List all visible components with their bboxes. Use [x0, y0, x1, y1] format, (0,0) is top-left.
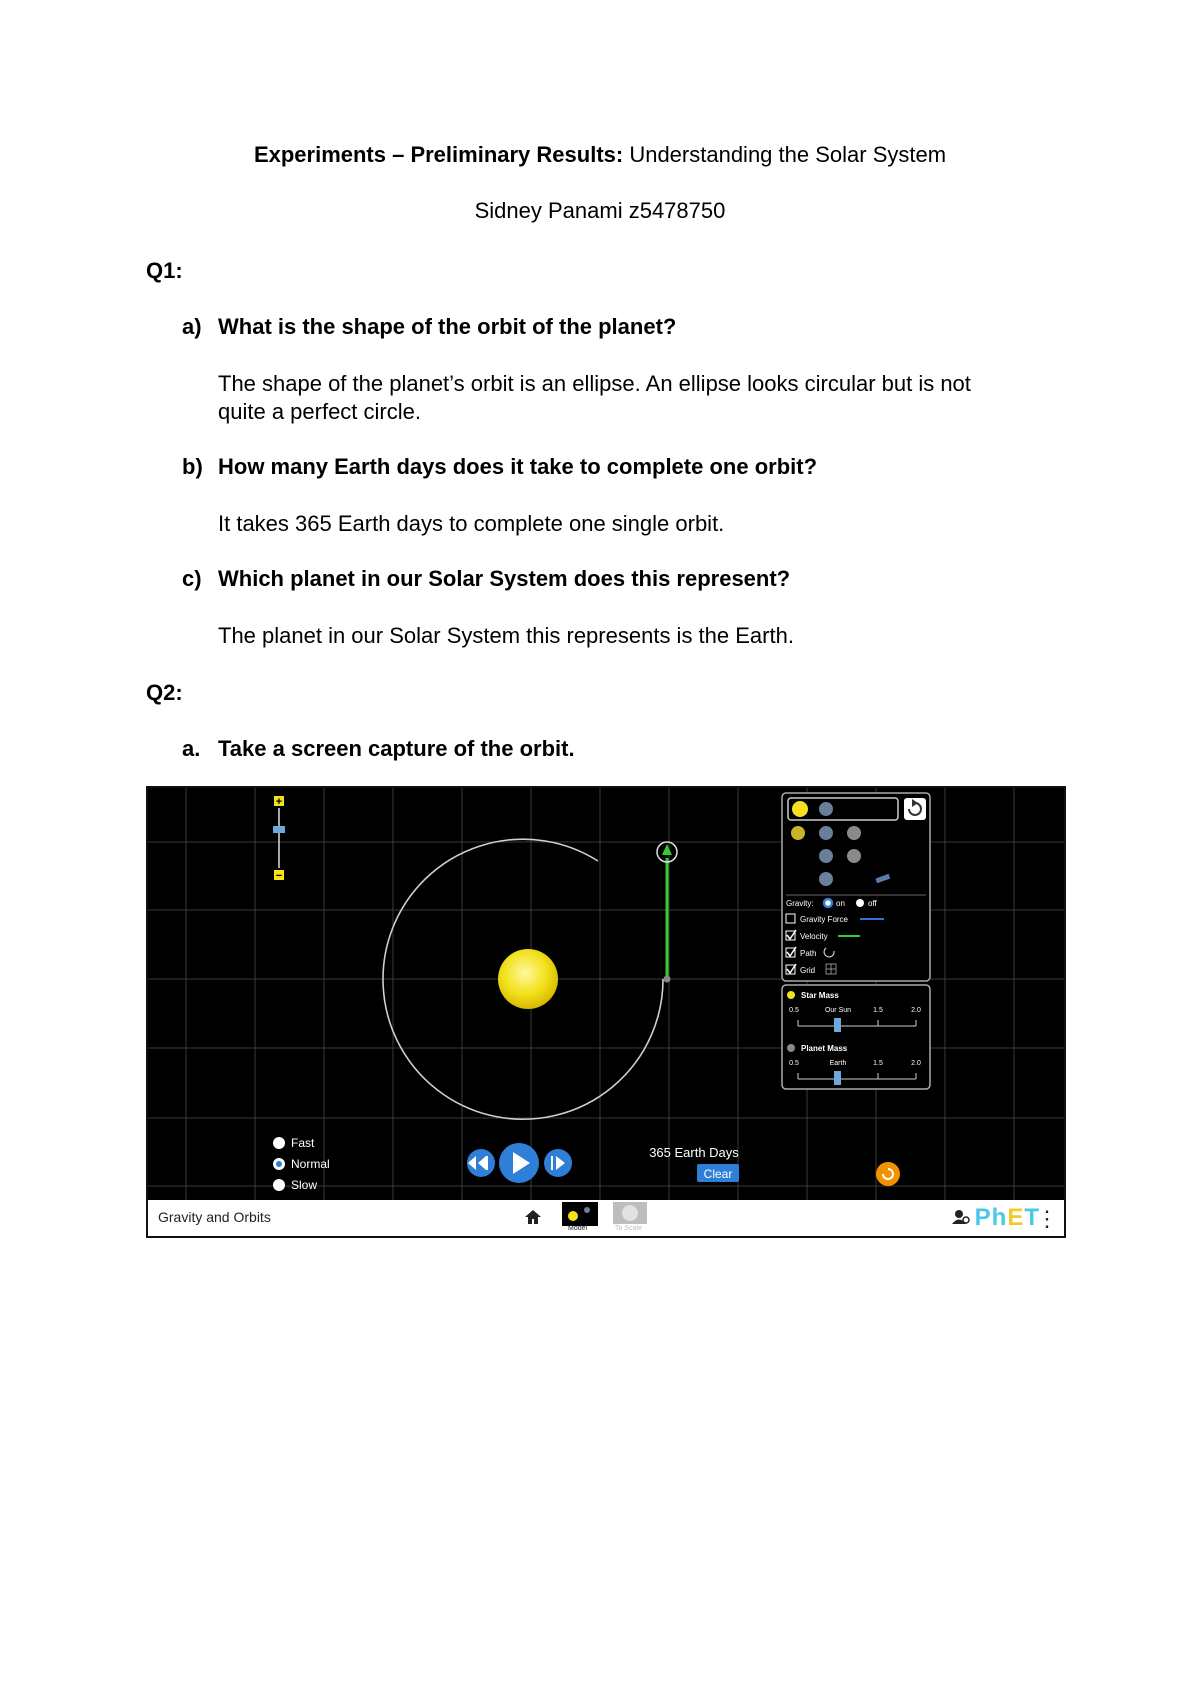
user-settings-icon[interactable]	[952, 1209, 970, 1225]
zoom-control[interactable]	[273, 796, 285, 882]
q1c-marker: c)	[182, 566, 202, 591]
q1-heading: Q1:	[146, 258, 183, 283]
phet-logo[interactable]: PhET	[974, 1204, 1040, 1231]
svg-text:2.0: 2.0	[911, 1060, 921, 1067]
svg-text:−: −	[275, 870, 283, 882]
preset-moon-icon[interactable]	[847, 826, 861, 840]
svg-text:Velocity: Velocity	[800, 932, 828, 941]
title-rest: Understanding the Solar System	[623, 142, 947, 167]
planet-mass-icon	[787, 1044, 795, 1052]
simulation-screenshot	[146, 786, 1066, 1238]
q1b-answer: It takes 365 Earth days to complete one single orbit.	[218, 511, 725, 536]
svg-text:Star Mass: Star Mass	[801, 991, 839, 1000]
svg-text:off: off	[868, 899, 877, 908]
preset-moon-icon-2[interactable]	[847, 849, 861, 863]
svg-text:Gravity:: Gravity:	[786, 899, 814, 908]
title-bold: Experiments – Preliminary Results:	[253, 142, 624, 167]
svg-text:Clear: Clear	[703, 1167, 733, 1181]
q1a-answer-line2: quite a perfect circle.	[218, 399, 421, 424]
star-mass-slider-thumb[interactable]	[834, 1018, 841, 1032]
speed-control[interactable]	[273, 1136, 330, 1192]
star-icon	[792, 801, 808, 817]
q1a-marker: a)	[182, 314, 202, 339]
svg-text:Earth: Earth	[829, 1060, 847, 1067]
menu-icon[interactable]: ⋮	[1036, 1206, 1058, 1231]
preset-planet-icon-2[interactable]	[819, 849, 833, 863]
tab-to-scale[interactable]	[613, 1202, 647, 1224]
svg-text:+: +	[275, 796, 283, 808]
playback-controls[interactable]	[467, 1143, 572, 1183]
zoom-slider-thumb[interactable]	[273, 826, 285, 833]
star-mass-icon	[787, 991, 795, 999]
svg-text:Grid: Grid	[800, 966, 816, 975]
q1a-answer	[218, 370, 1068, 426]
author-line: Sidney Panami z5478750	[474, 198, 726, 223]
q1b-marker: b)	[182, 454, 203, 479]
gravity-off-radio[interactable]	[856, 899, 864, 907]
q2-heading: Q2:	[146, 680, 183, 705]
q1b-question: How many Earth days does it take to complete one orbit?	[218, 454, 818, 479]
simulation-canvas	[148, 788, 1064, 1200]
svg-text:Gravity Force: Gravity Force	[800, 915, 849, 924]
planet-mass-slider-thumb[interactable]	[834, 1071, 841, 1085]
svg-text:on: on	[836, 899, 845, 908]
elapsed-time: 365 Earth Days	[649, 1145, 739, 1160]
reset-all-button[interactable]	[876, 1162, 900, 1186]
q2a-marker: a.	[182, 736, 201, 761]
planet-icon	[819, 802, 833, 816]
tab-to-scale-label: To Scale	[615, 1225, 642, 1232]
gravity-on-radio[interactable]	[824, 899, 832, 907]
svg-text:1.5: 1.5	[873, 1060, 883, 1067]
control-panel	[782, 793, 930, 1089]
navigation-bar	[148, 1200, 1064, 1236]
tab-model-label: Model	[568, 1225, 588, 1232]
document-title	[0, 142, 1200, 168]
speed-slow-radio[interactable]	[273, 1179, 285, 1191]
svg-text:Planet Mass: Planet Mass	[801, 1044, 848, 1053]
svg-text:0.5: 0.5	[789, 1007, 799, 1014]
app-title: Gravity and Orbits	[158, 1209, 271, 1225]
tab-model[interactable]	[562, 1202, 598, 1226]
home-icon[interactable]	[524, 1209, 542, 1225]
q1a-question: What is the shape of the orbit of the planet?	[218, 314, 677, 339]
preset-planet-icon-3[interactable]	[819, 872, 833, 886]
speed-fast-radio[interactable]	[273, 1137, 285, 1149]
planet-body[interactable]	[664, 976, 671, 983]
sun-body[interactable]	[498, 949, 558, 1009]
q1c-answer: The planet in our Solar System this represents is the Earth.	[218, 623, 794, 648]
q1a-answer-line1: The shape of the planet’s orbit is an ellipse. An ellipse looks circular but is not	[218, 371, 971, 396]
q1c-question: Which planet in our Solar System does this represent?	[218, 566, 791, 591]
svg-text:0.5: 0.5	[789, 1060, 799, 1067]
svg-text:Normal: Normal	[291, 1157, 330, 1171]
preset-planet-icon[interactable]	[819, 826, 833, 840]
q2a-question: Take a screen capture of the orbit.	[218, 736, 575, 761]
svg-text:Our Sun: Our Sun	[824, 1007, 852, 1014]
svg-text:2.0: 2.0	[911, 1007, 921, 1014]
preset-star-icon[interactable]	[791, 826, 805, 840]
svg-text:Slow: Slow	[291, 1178, 318, 1192]
svg-text:Path: Path	[800, 949, 817, 958]
svg-text:Fast: Fast	[291, 1136, 315, 1150]
svg-text:1.5: 1.5	[873, 1007, 883, 1014]
